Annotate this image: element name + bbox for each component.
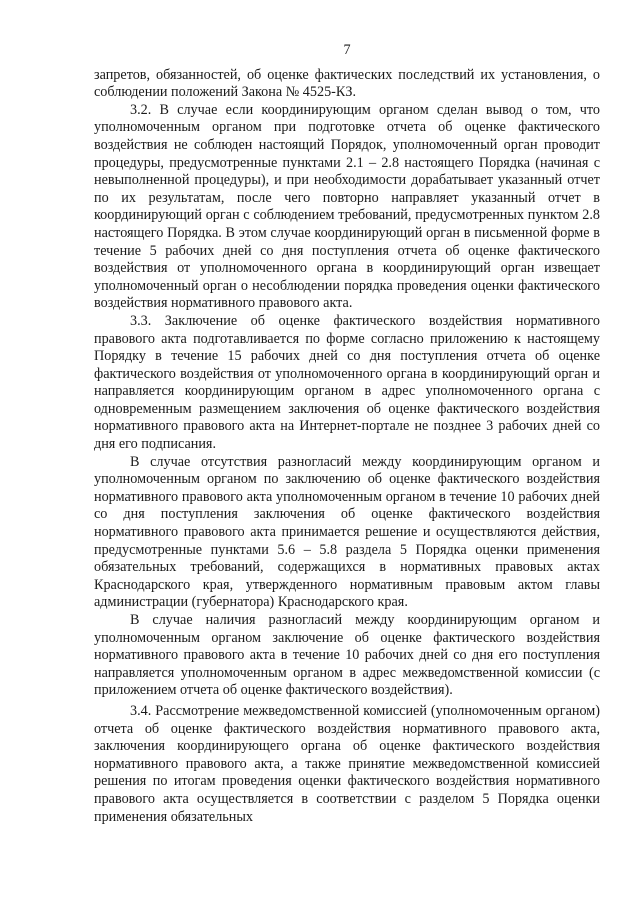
paragraph-3-4: 3.4. Рассмотрение межведомственной комиссией (уполномоченным органом) отчета об оценке фактического воздействия нормативного правового акта, заключения координирующего органа об оценке фактического воздействия нормативного правового акта, а также принятие межведомственной комиссией решения по итогам проведения оценки фактического воздействия нормативного правового акта осуществляется в соответствии с разделом 5 Порядка оценки применения обязательных [94, 702, 600, 825]
page-number: 7 [343, 42, 351, 58]
paragraph-disagreement: В случае наличия разногласий между координирующим органом и уполномоченным органом заключение об оценке фактического воздействия нормативного правового акта в течение 10 рабочих дней со дня его поступления направляется уполномоченным органом в адрес межведомственной комиссии (с приложением отчета об оценке фактического воздействия). [94, 612, 600, 699]
paragraph-3-2: 3.2. В случае если координирующим органом сделан вывод о том, что уполномоченным органом при подготовке отчета об оценке фактического воздействия не соблюден настоящий Порядок, уполномоченный орган проводит процедуры, предусмотренные пунктами 2.1 – 2.8 настоящего Порядка (начиная с невыполненной процедуры), и при необходимости дорабатывает указанный отчет по их результатам, после чего повторно направляет указанный отчет в координирующий орган с соблюдением требований, предусмотренных пунктом 2.8 настоящего Порядка. В этом случае координирующий орган в письменной форме в течение 5 рабочих дней со дня поступления отчета об оценке фактического воздействия от уполномоченного органа в координирующий орган извещает уполномоченный орган о несоблюдении порядка проведения оценки фактического воздействия нормативного правового акта. [94, 101, 600, 312]
paragraph-no-disagreement: В случае отсутствия разногласий между координирующим органом и уполномоченным органом по заключению об оценке фактического воздействия нормативного правового акта уполномоченным органом в течение 10 рабочих дней со дня поступления заключения об оценке фактического воздействия нормативного правового акта принимается решение и осуществляются действия, предусмотренные пунктами 5.6 – 5.8 раздела 5 Порядка оценки применения обязательных требований, содержащихся в нормативных правовых актах Краснодарского края, утвержденного нормативным правовым актом главы администрации (губернатора) Краснодарского края. [94, 453, 600, 611]
paragraph-3-3: 3.3. Заключение об оценке фактического воздействия нормативного правового акта подготавливается по форме согласно приложению к настоящему Порядку в течение 15 рабочих дней со дня поступления отчета об оценке фактического воздействия от уполномоченного органа в координирующий орган и направляется координирующим органом в адрес уполномоченного органа с одновременным размещением заключения об оценке фактического воздействия нормативного правового акта на Интернет-портале не позднее 3 рабочих дней со дня его подписания. [94, 312, 600, 453]
document-page [94, 42, 600, 826]
paragraph-continuation: запретов, обязанностей, об оценке фактических последствий их установления, о соблюдении положений Закона № 4525-КЗ. [94, 66, 600, 101]
